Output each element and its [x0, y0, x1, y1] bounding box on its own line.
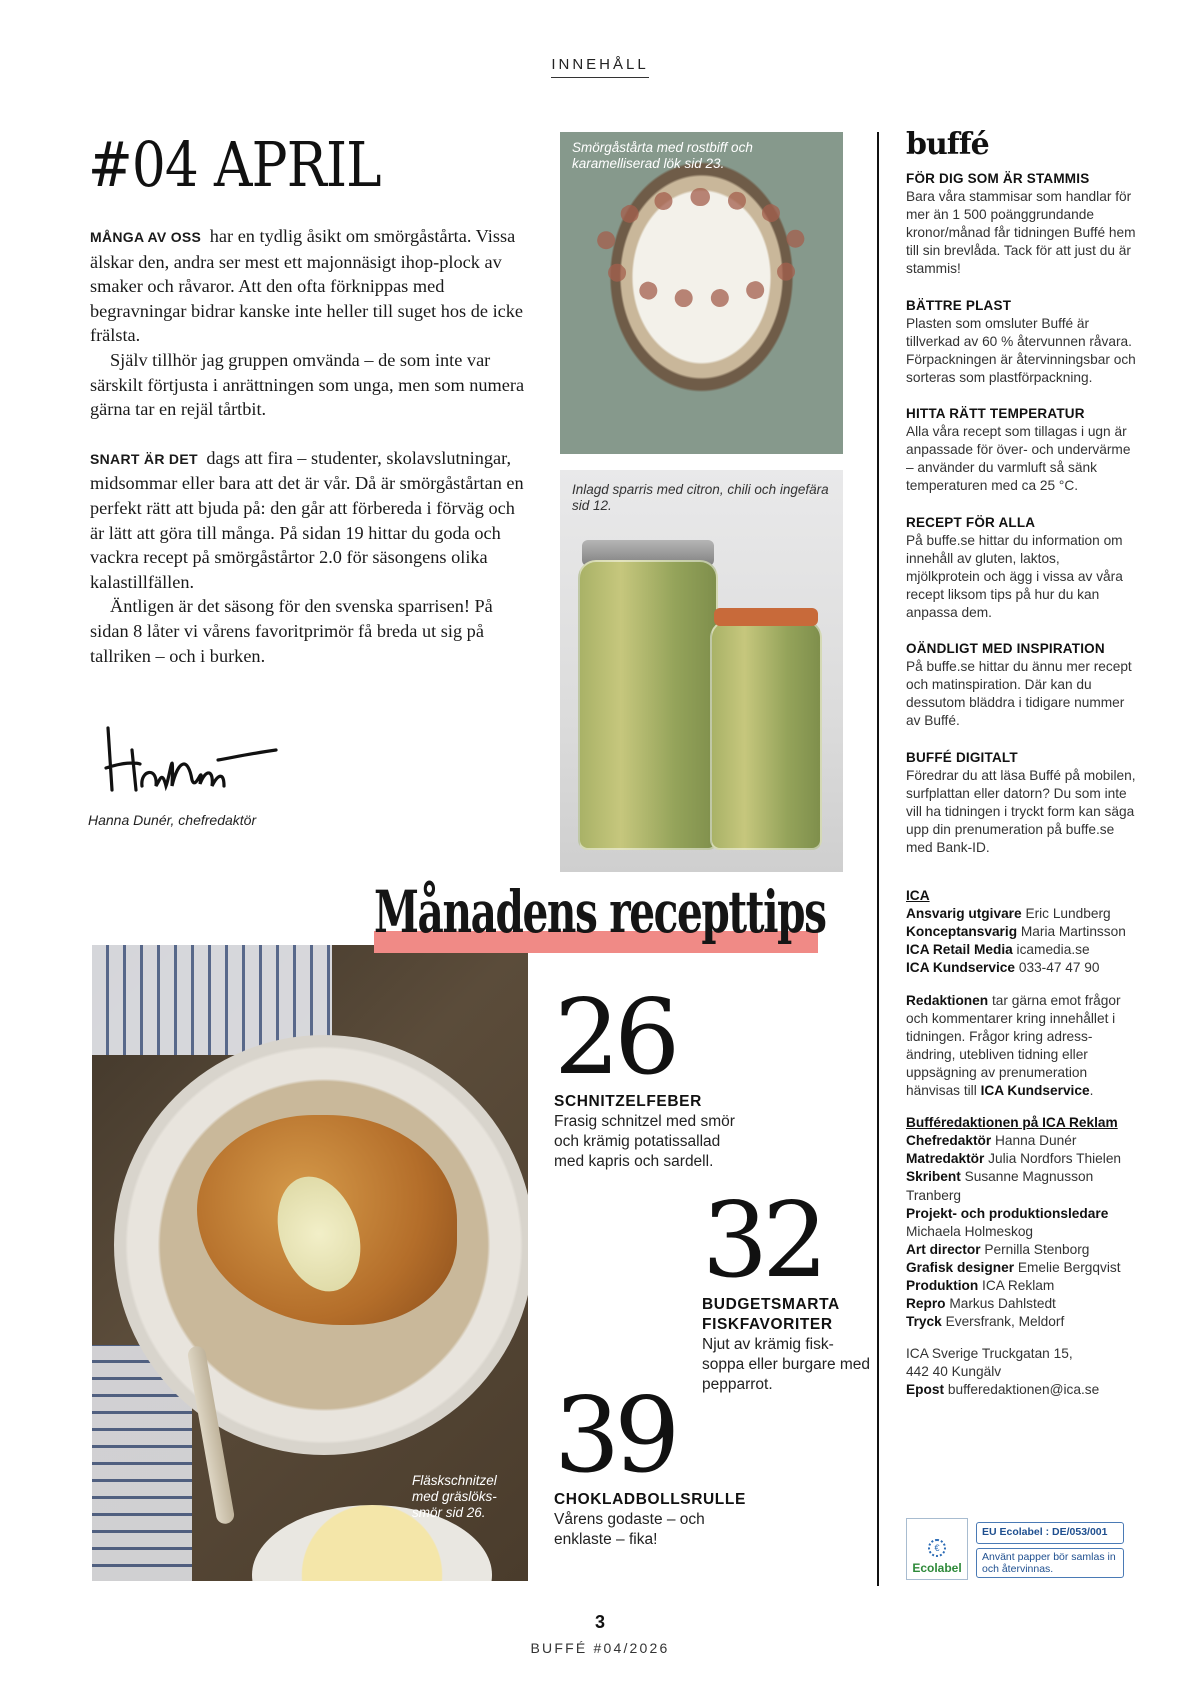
cake-photo — [560, 132, 843, 454]
contact-info: Redaktionen tar gärna emot frågor och kommentarer kring innehållet i tidningen. Frågor kring adress-ändring, utebliven tidning eller uppsägning av prenumeration hänvisas till ICA Kundservice. — [906, 992, 1121, 1099]
jars-photo-caption: Inlagd sparris med citron, chili och ingefära sid 12. — [572, 482, 829, 513]
intro-paragraph: SNART ÄR DET dags att fira – studenter, skolavslutningar, midsommar eller bara att det är vår. Då är smörgåstårtan en perfekt rätt att bjuda på: den går att förbereda i förväg och är lätt att göra till många. På sidan 19 hittar du goda och vackra recept på smörgåstårtor 2.0 för säsongens olika kalastillfällen. — [90, 447, 524, 592]
recipe-tip[interactable] — [702, 1179, 872, 1395]
cake-photo-caption: Smörgåstårta med rostbiff och karamelliserad lök sid 23. — [572, 140, 753, 171]
buffe-logo: buffé — [906, 127, 989, 162]
eu-ecolabel-logo: € Ecolabel — [906, 1518, 968, 1580]
tip-page-number: 39 — [554, 1374, 675, 1496]
ecolabel-code: EU Ecolabel : DE/053/001 — [976, 1522, 1124, 1544]
intro-paragraph: MÅNGA AV OSS har en tydlig åsikt om smörgåstårta. Vissa älskar den, andra ser mest ett majonnäsigt ihop-plock av smaker och råvaror. Att den ofta förknippas med begravningar bidrar kanske inte heller till suget hos de icke frälsta. — [90, 226, 524, 346]
sidebar-section: HITTA RÄTT TEMPERATUR Alla våra recept som tillagas i ugn är anpassade för över- och undervärme – använder du varmluft så sänk temperaturen med ca 25 °C. — [906, 406, 1131, 494]
info-sidebar — [906, 128, 1136, 1400]
section-label: INNEHÅLL — [0, 56, 1200, 73]
intro-paragraph: Själv tillhör jag gruppen omvända – de som inte var särskilt förtjusta i anrättningen som unga, men som numera gärna tar en rejäl tårtbit. — [90, 349, 525, 420]
address-block: ICA Sverige Truckgatan 15, 442 40 Kungälv Epost bufferedaktionen@ica.se — [906, 1346, 1100, 1398]
asparagus-jars-photo — [560, 470, 843, 872]
recipe-tip[interactable] — [554, 1374, 784, 1550]
credit-line: Chefredaktör Hanna Dunér — [906, 1133, 1077, 1149]
tip-page-number: 26 — [554, 976, 675, 1098]
sidebar-section: RECEPT FÖR ALLA På buffe.se hittar du information om innehåll av gluten, laktos, mjölkprotein och ägg i vissa av våra recept liksom tips på hur du kan anpassa dem. — [906, 514, 1123, 620]
intro-paragraph: Äntligen är det säsong för den svenska sparrisen! På sidan 8 låter vi vårens favoritprimör få breda ut sig på tallriken – och i burken. — [90, 596, 493, 666]
credit-line: Produktion ICA Reklam — [906, 1277, 1055, 1293]
credit-line: Grafisk designer Emelie Bergqvist — [906, 1259, 1121, 1275]
signature-caption: Hanna Dunér, chefredaktör — [88, 812, 257, 828]
schnitzel-photo-caption: Fläskschnitzel med gräslöks-smör sid 26. — [412, 1473, 497, 1520]
recipe-tip[interactable] — [554, 976, 754, 1172]
credit-line: Ansvarig utgivare Eric Lundberg — [906, 906, 1111, 922]
signature-image — [100, 720, 280, 800]
credit-line: Tryck Eversfrank, Meldorf — [906, 1314, 1065, 1330]
ica-credits: ICA Ansvarig utgivare Eric Lundberg Konceptansvarig Maria Martinsson ICA Retail Media icamedia.se ICA Kundservice 033-47 47 90 — [906, 887, 1136, 977]
tip-heading: SCHNITZELFEBER — [554, 1093, 702, 1110]
tip-body: Njut av krämig fisk-soppa eller burgare med pepparrot. — [702, 1336, 871, 1393]
credit-line: ICA Retail Media icamedia.se — [906, 942, 1090, 958]
tip-heading: BUDGETSMARTA FISKFAVORITER — [702, 1296, 840, 1333]
editorial-intro — [90, 224, 530, 668]
recycling-note: Använt papper bör samlas in och återvinnas. — [976, 1548, 1124, 1578]
credit-line: Repro Markus Dahlstedt — [906, 1296, 1056, 1312]
credit-line: Konceptansvarig Maria Martinsson — [906, 924, 1126, 940]
sidebar-section: BUFFÉ DIGITALT Föredrar du att läsa Buffé på mobilen, surfplattan eller datorn? Du som inte vill ha tidningen i tryckt form kan säga upp din prenumeration på buffe.se med Bank-ID. — [906, 749, 1136, 855]
column-divider — [877, 132, 879, 1586]
tip-body: Vårens godaste – och enklaste – fika! — [554, 1511, 705, 1548]
eu-flower-icon: € — [928, 1539, 946, 1557]
sidebar-section: OÄNDLIGT MED INSPIRATION På buffe.se hittar du ännu mer recept och matinspiration. Där kan du dessutom bläddra i tidigare nummer av Buffé. — [906, 641, 1132, 729]
recipe-tips-heading: Månadens recepttips — [374, 878, 818, 958]
sidebar-section: FÖR DIG SOM ÄR STAMMIS Bara våra stammisar som handlar för mer än 1 500 poänggrundande kronor/månad får tidningen Buffé hem till sin brevlåda. Tack för att just du är stammis! — [906, 171, 1136, 277]
issue-title: #04 APRIL — [88, 128, 381, 201]
tip-body: Frasig schnitzel med smör och krämig potatissallad med kapris och sardell. — [554, 1113, 735, 1170]
email-link[interactable]: bufferedaktionen@ica.se — [947, 1382, 1100, 1398]
sidebar-section: BÄTTRE PLAST Plasten som omsluter Buffé är tillverkad av 60 % återvunnen råvara. Förpackningen är återvinningsbar och sorteras som plastförpackning. — [906, 297, 1136, 385]
credit-line: Skribent Susanne Magnusson Tranberg — [906, 1169, 1094, 1203]
credit-line: Art director Pernilla Stenborg — [906, 1241, 1090, 1257]
credit-line: ICA Kundservice 033-47 47 90 — [906, 960, 1100, 976]
editorial-credits: Bufféredaktionen på ICA Reklam Chefredaktör Hanna Dunér Matredaktör Julia Nordfors Thielen Skribent Susanne Magnusson Tranberg Projekt- och produktionsledare Michaela Holmeskog Art director Pernilla Stenborg Grafisk designer Emelie Bergqvist Produktion ICA Reklam Repro Markus Dahlstedt Tryck Eversfrank, Meldorf — [906, 1114, 1136, 1331]
page-number: 3 — [594, 1612, 605, 1632]
tip-heading: CHOKLADBOLLSRULLE — [554, 1491, 746, 1508]
credit-line: Matredaktör Julia Nordfors Thielen — [906, 1151, 1122, 1167]
publication-footer: BUFFÉ #04/2026 — [530, 1640, 670, 1656]
credit-line: Projekt- och produktionsledare Michaela Holmeskog — [906, 1205, 1109, 1239]
tip-page-number: 32 — [702, 1179, 823, 1301]
